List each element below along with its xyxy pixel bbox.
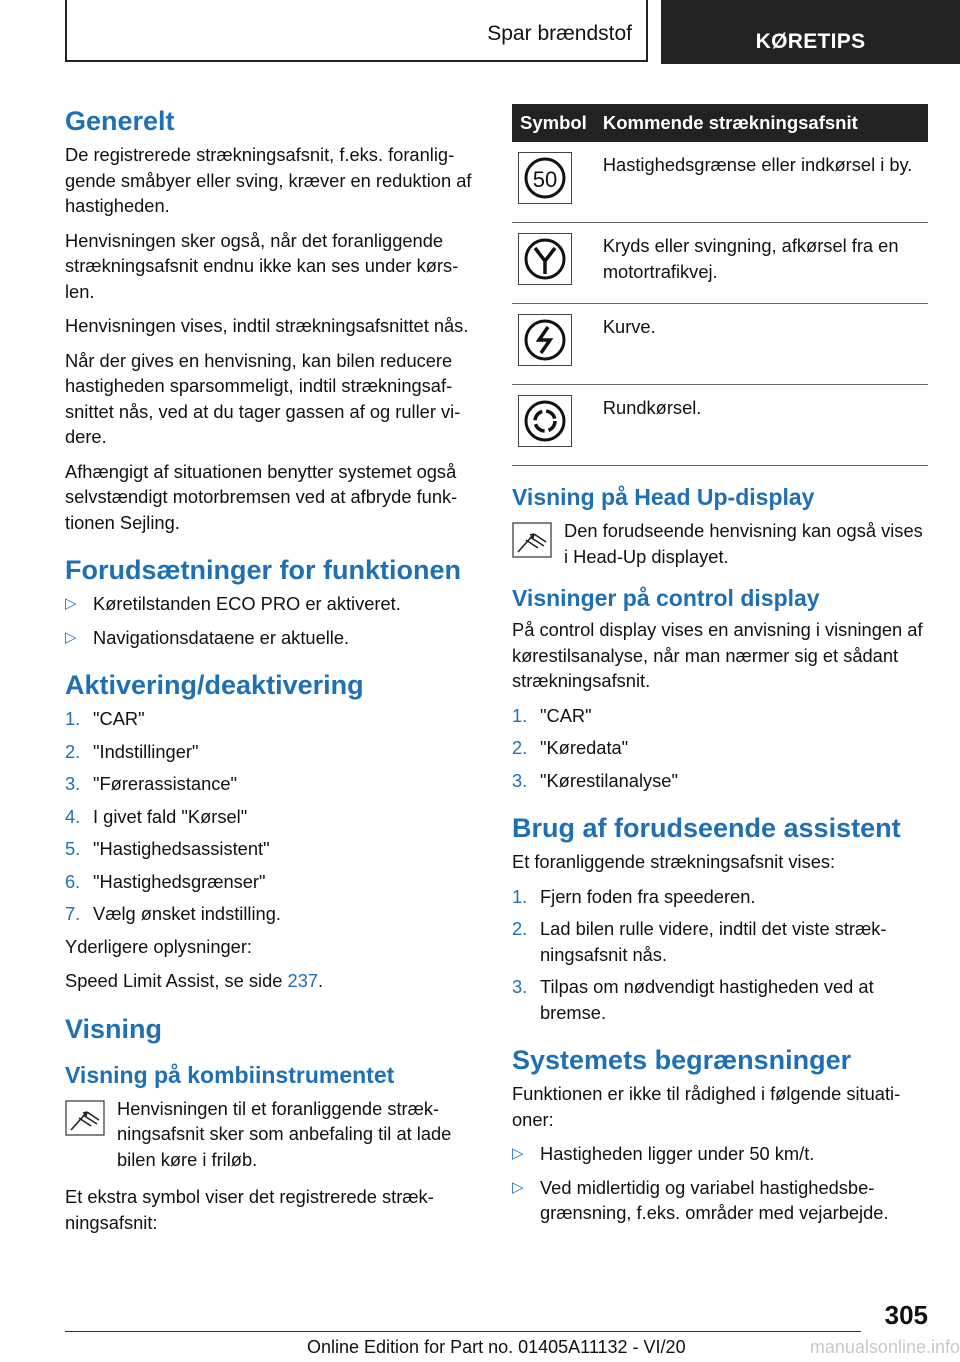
- footer-divider: [65, 1331, 861, 1332]
- heading-generelt: Generelt: [65, 106, 175, 136]
- page-link[interactable]: 237: [287, 970, 319, 991]
- step-item: 1. "CAR": [512, 704, 592, 726]
- step-item: 3. "Kørestilanalyse": [512, 769, 678, 791]
- page-number: 305: [884, 1300, 928, 1330]
- step-item: 2. "Indstillinger": [65, 740, 199, 762]
- step-item: 1. "CAR": [65, 708, 145, 729]
- triangle-bullet-icon: ▷: [65, 628, 77, 646]
- note-arrow-icon: [65, 1100, 105, 1136]
- svg-text:50: 50: [532, 167, 558, 192]
- table-header-symbol: Symbol: [512, 104, 595, 142]
- symbol-table: [512, 104, 928, 466]
- paragraph: Når der gives en henvisning, kan bilen reducere hastigheden sparsommeligt, indtil strækningsafsnittet nås, ved at du tager gassen af og ruller videre.: [65, 349, 461, 447]
- note-text: Den forudseende henvisning kan også vises i Head-Up displayet.: [564, 520, 923, 567]
- table-cell: Kurve.: [595, 304, 928, 385]
- table-row: [512, 142, 928, 223]
- paragraph: De registrerede strækningsafsnit, f.eks. foranliggende småbyer eller sving, kræver en reduktion af hastigheden.: [65, 144, 472, 216]
- paragraph: På control display vises en anvisning i visningen af kørestilsanalyse, når man nærmer sig et sådant strækningsafsnit.: [512, 619, 923, 691]
- junction-icon: [518, 233, 572, 285]
- step-item: 3. "Førerassistance": [65, 773, 238, 794]
- table-row: [512, 304, 928, 385]
- heading-forudsaetninger: Forudsætninger for funktionen: [65, 555, 461, 585]
- list-item: ▷ Hastigheden ligger under 50 km/t.: [512, 1141, 928, 1167]
- table-row: [512, 385, 928, 466]
- step-item: 3. Tilpas om nødvendigt hastigheden ved at bremse.: [512, 976, 874, 1023]
- right-column: [512, 468, 928, 1234]
- step-item: 2. "Køredata": [512, 737, 629, 758]
- edition-text: Online Edition for Part no. 01405A11132 - VI/20: [307, 1337, 686, 1357]
- header-chapter-tab: KØRETIPS: [661, 0, 960, 64]
- paragraph: Afhængigt af situationen benytter systemet også selvstændigt motorbremsen ved at afbryde funktionen Sejling.: [65, 460, 458, 533]
- step-item: 1. Fjern foden fra speederen.: [512, 885, 756, 907]
- note-arrow-icon: [512, 522, 552, 558]
- paragraph: Funktionen er ikke til rådighed i følgende situationer:: [512, 1083, 901, 1130]
- table-row: [512, 223, 928, 304]
- note-text: Henvisningen til et foranliggende strækningsafsnit sker som anbefaling til at lade bilen køre i friløb.: [117, 1097, 452, 1170]
- heading-aktivering: Aktivering/deaktivering: [65, 670, 364, 700]
- table-header-section: Kommende strækningsafsnit: [595, 104, 928, 142]
- paragraph: Henvisningen vises, indtil strækningsafsnittet nås.: [65, 315, 469, 336]
- speed-limit-50-icon: [518, 152, 572, 204]
- more-info-label: Yderligere oplysninger:: [65, 935, 252, 957]
- step-item: 5. "Hastighedsassistent": [65, 838, 270, 859]
- left-column: [65, 104, 481, 1244]
- table-cell: Kryds eller svingning, afkørsel fra en motortrafikvej.: [595, 223, 928, 304]
- header-section-title: Spar brændstof: [487, 22, 632, 45]
- heading-begraensninger: Systemets begrænsninger: [512, 1045, 852, 1075]
- heading-control-display: Visninger på control display: [512, 585, 820, 611]
- list-item: ▷ Køretilstanden ECO PRO er aktiveret.: [65, 591, 481, 617]
- list-item: ▷ Navigationsdataene er aktuelle.: [65, 625, 481, 651]
- step-item: 6. "Hastighedsgrænser": [65, 870, 266, 892]
- table-cell: Hastighedsgrænse eller indkørsel i by.: [595, 142, 928, 223]
- header-section-box: [65, 0, 648, 62]
- note-block: [512, 518, 928, 569]
- heading-kombiinstrument: Visning på kombiinstrumentet: [65, 1061, 395, 1088]
- heading-head-up-display: Visning på Head Up-display: [512, 484, 815, 510]
- curve-icon: [518, 314, 572, 366]
- triangle-bullet-icon: ▷: [65, 595, 77, 612]
- list-item: ▷ Ved midlertidig og variabel hastighedsbegrænsning, f.eks. områder med vejarbejde.: [512, 1175, 928, 1226]
- cross-reference: Speed Limit Assist, se side 237.: [65, 970, 324, 991]
- step-item: 2. Lad bilen rulle videre, indtil det viste strækningsafsnit nås.: [512, 918, 887, 965]
- paragraph: Henvisningen sker også, når det foranliggende strækningsafsnit endnu ikke kan ses under kørslen.: [65, 229, 459, 302]
- roundabout-icon: [518, 395, 572, 447]
- triangle-bullet-icon: ▷: [512, 1145, 524, 1162]
- note-block: [65, 1096, 481, 1173]
- heading-brug: Brug af forudseende assistent: [512, 813, 901, 843]
- paragraph: Et ekstra symbol viser det registrerede strækningsafsnit:: [65, 1186, 434, 1233]
- table-cell: Rundkørsel.: [595, 385, 928, 466]
- paragraph: Et foranliggende strækningsafsnit vises:: [512, 851, 836, 872]
- watermark: manualsonline.info: [809, 1337, 960, 1357]
- step-item: 4. I givet fald "Kørsel": [65, 805, 248, 827]
- step-item: 7. Vælg ønsket indstilling.: [65, 903, 281, 924]
- triangle-bullet-icon: ▷: [512, 1178, 524, 1196]
- heading-visning: Visning: [65, 1013, 163, 1044]
